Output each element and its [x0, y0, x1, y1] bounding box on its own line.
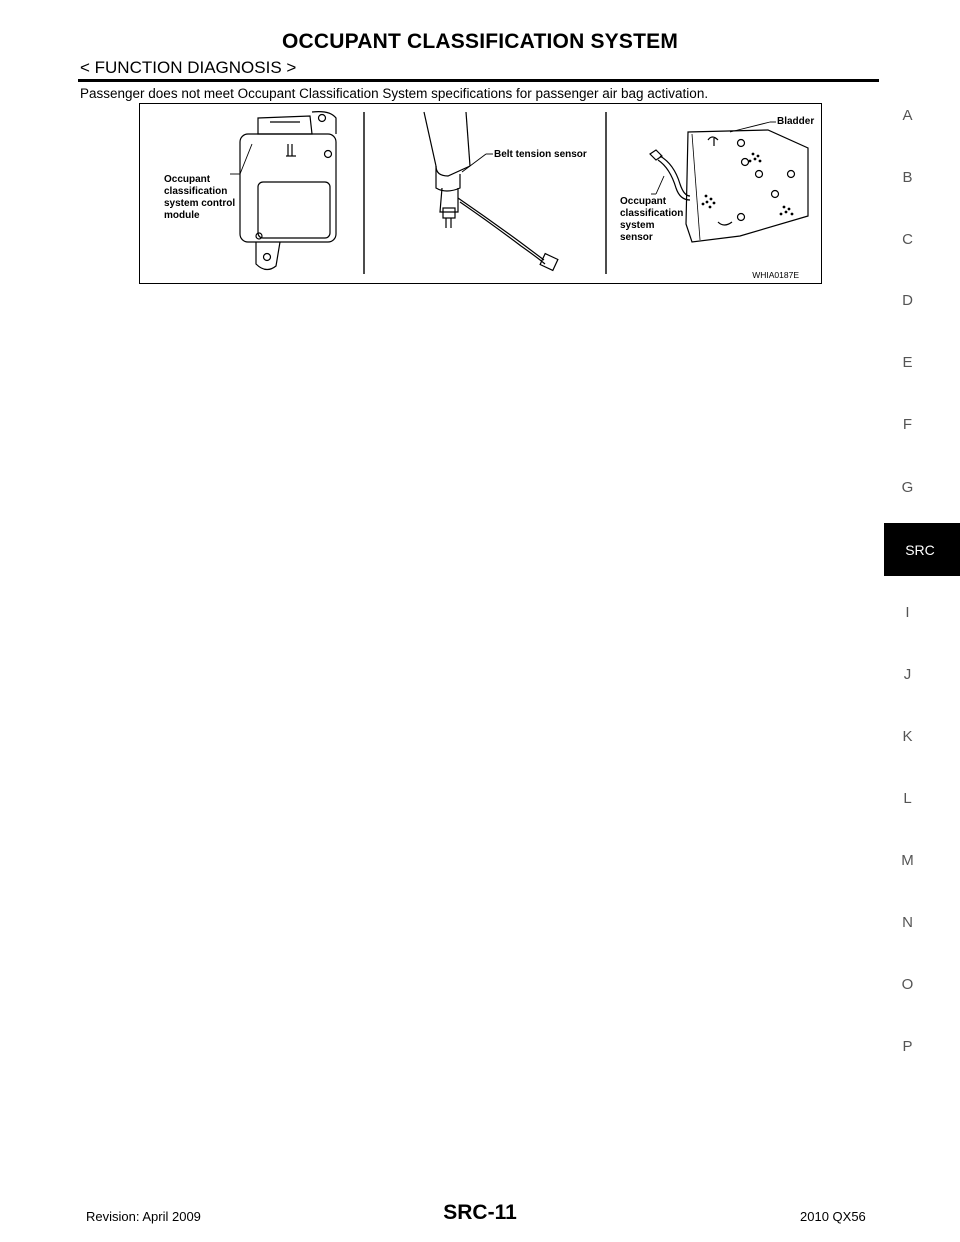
index-letter[interactable]: C [902, 231, 913, 248]
index-letter[interactable]: B [902, 169, 913, 186]
intro-text: Passenger does not meet Occupant Classification System specifications for passenger air bag activation. [80, 86, 709, 101]
bladder-label: Bladder [777, 116, 815, 127]
figure-code: WHIA0187E [752, 270, 799, 280]
index-letter[interactable]: F [902, 416, 913, 433]
index-letter[interactable]: D [902, 292, 913, 309]
page-number: SRC-11 [443, 1201, 517, 1224]
index-letter[interactable]: P [902, 1038, 913, 1055]
index-letter[interactable]: L [903, 790, 912, 807]
component-illustration [140, 104, 823, 285]
index-letter[interactable]: G [901, 479, 914, 496]
component-figure [139, 103, 822, 284]
index-letter[interactable]: A [902, 107, 913, 124]
index-letter[interactable]: N [902, 914, 913, 931]
page-title: OCCUPANT CLASSIFICATION SYSTEM [281, 30, 679, 53]
section-heading: < FUNCTION DIAGNOSIS > [80, 58, 297, 77]
sensor-label: Occupant classification system sensor [620, 196, 684, 243]
index-letter[interactable]: K [902, 728, 913, 745]
index-letter[interactable]: J [903, 666, 912, 683]
model-text: 2010 QX56 [800, 1209, 866, 1224]
index-letter[interactable]: M [901, 852, 914, 869]
index-letter[interactable]: I [905, 604, 910, 621]
header-rule [78, 79, 879, 82]
index-letter[interactable]: E [902, 354, 913, 371]
index-letter[interactable]: O [901, 976, 914, 993]
module-label: Occupant classification system control module [164, 174, 236, 221]
belt-sensor-label: Belt tension sensor [494, 149, 587, 160]
revision-text: Revision: April 2009 [86, 1209, 201, 1224]
index-tab-active[interactable]: SRC [884, 523, 960, 576]
